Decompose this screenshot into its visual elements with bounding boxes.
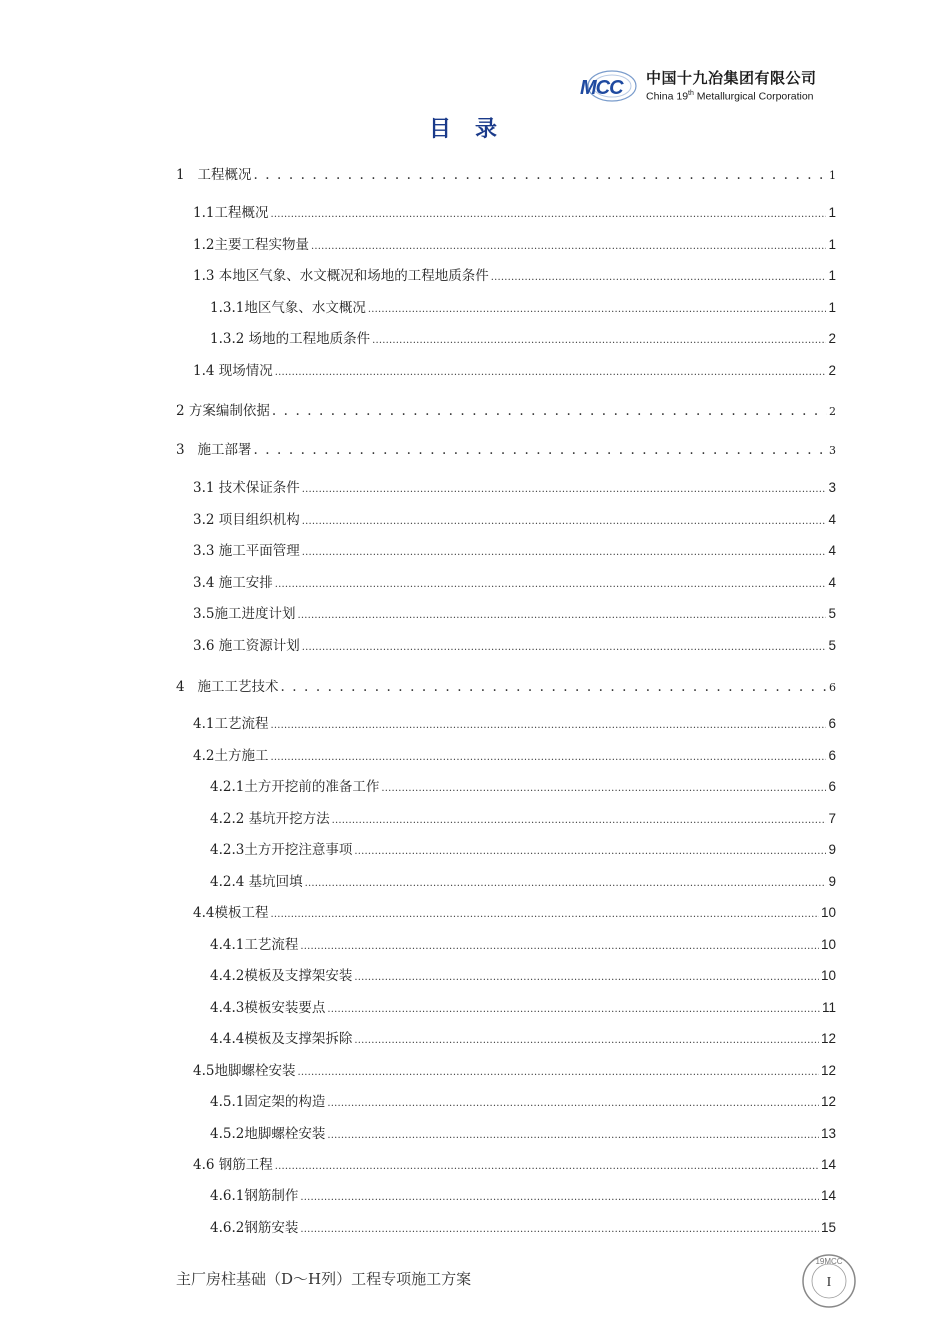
toc-entry-label: 4.4.2模板及支撑架安装 — [210, 968, 353, 984]
toc-entry[interactable] — [210, 1092, 836, 1112]
toc-entry[interactable] — [193, 361, 836, 381]
toc-entry-page: 14 — [820, 1188, 836, 1203]
toc-leader-dots — [297, 1061, 818, 1083]
toc-leader-dots — [275, 573, 827, 595]
toc-entry-page: 4 — [828, 512, 836, 527]
toc-entry[interactable] — [193, 541, 836, 561]
toc-entry-page: 10 — [820, 968, 836, 983]
company-name-en: China 19th Metallurgical Corporation — [646, 89, 814, 103]
toc-leader-dots — [275, 361, 827, 383]
toc-entry[interactable] — [210, 872, 836, 892]
toc-leader-dots — [327, 998, 820, 1020]
toc-entry[interactable] — [176, 677, 836, 697]
toc-entry[interactable] — [210, 1218, 836, 1238]
toc-leader-dots — [311, 235, 827, 257]
toc-entry-label: 3.6 施工资源计划 — [193, 638, 300, 654]
toc-entry-page: 1 — [828, 300, 836, 315]
toc-entry-label: 1.2主要工程实物量 — [193, 237, 309, 253]
toc-entry-page: 5 — [828, 606, 836, 621]
toc-entry-page: 4 — [828, 543, 836, 558]
toc-entry-page: 6 — [828, 779, 836, 794]
toc-entry[interactable] — [193, 203, 836, 223]
toc-leader-dots — [300, 1186, 819, 1208]
company-name-cn: 中国十九冶集团有限公司 — [646, 68, 817, 87]
toc-leader-dots — [270, 714, 826, 736]
toc-entry[interactable] — [210, 998, 836, 1018]
toc-leader-dots — [302, 478, 827, 500]
toc-entry-label: 1 工程概况 — [176, 167, 252, 183]
toc-leader-dots — [354, 840, 826, 862]
toc-entry[interactable] — [193, 266, 836, 286]
toc-leader-dots — [372, 329, 826, 351]
toc-leader-dots — [302, 541, 827, 563]
toc-entry-page: 2 — [829, 405, 836, 418]
toc-leader-dots — [297, 604, 826, 626]
toc-entry[interactable] — [210, 329, 836, 349]
toc-entry-label: 1.3 本地区气象、水文概况和场地的工程地质条件 — [193, 268, 489, 284]
toc-entry[interactable] — [193, 1155, 836, 1175]
seal-text: 19MCC — [815, 1257, 843, 1266]
toc-entry-label: 4.5.2地脚螺栓安装 — [210, 1126, 326, 1142]
toc-entry[interactable] — [210, 1186, 836, 1206]
toc-entry-label: 4.5地脚螺栓安装 — [193, 1063, 296, 1079]
toc-entry-label: 4.2.1土方开挖前的准备工作 — [210, 779, 380, 795]
mcc-logo-icon — [578, 68, 640, 104]
toc-leader-dots — [300, 1218, 819, 1240]
toc-entry-page: 11 — [821, 1000, 836, 1015]
toc-entry-page: 6 — [829, 681, 836, 694]
toc-entry-label: 4.6.2钢筋安装 — [210, 1220, 299, 1236]
toc-entry-label: 3.5施工进度计划 — [193, 606, 296, 622]
toc-entry-page: 10 — [820, 937, 836, 952]
toc-entry[interactable] — [210, 1124, 836, 1144]
toc-entry-page: 6 — [828, 748, 836, 763]
toc-entry-label: 4.4.3模板安装要点 — [210, 1000, 326, 1016]
toc-leader-dots — [300, 935, 819, 957]
toc-entry-page: 13 — [820, 1126, 836, 1141]
toc-entry-label: 4.6 钢筋工程 — [193, 1157, 273, 1173]
toc-entry-label: 1.3.1地区气象、水文概况 — [210, 300, 366, 316]
toc-entry-label: 4.4模板工程 — [193, 905, 269, 921]
toc-entry[interactable] — [193, 478, 836, 498]
toc-entry-page: 12 — [820, 1031, 836, 1046]
toc-entry[interactable] — [176, 440, 836, 460]
toc-entry-label: 3.1 技术保证条件 — [193, 480, 300, 496]
toc-leader-dots — [270, 903, 818, 925]
company-logo — [578, 66, 836, 106]
toc-entry-page: 12 — [820, 1063, 836, 1078]
toc-entry[interactable] — [210, 935, 836, 955]
toc-entry-page: 9 — [828, 874, 836, 889]
toc-entry-page: 1 — [828, 268, 836, 283]
toc-entry-label: 4.4.4模板及支撑架拆除 — [210, 1031, 353, 1047]
toc-entry-page: 15 — [820, 1220, 836, 1235]
toc-entry[interactable] — [210, 840, 836, 860]
toc-entry-label: 1.1工程概况 — [193, 205, 269, 221]
toc-leader-dots — [302, 636, 827, 658]
toc-entry-label: 2 方案编制依据 — [176, 403, 270, 419]
toc-entry-page: 5 — [828, 638, 836, 653]
toc-entry-page: 7 — [828, 811, 836, 826]
toc-entry[interactable] — [193, 714, 836, 734]
seal-icon — [800, 1252, 858, 1310]
toc-entry[interactable] — [210, 809, 836, 829]
toc-leader-dots — [275, 1155, 819, 1177]
toc-entry[interactable] — [193, 903, 836, 923]
toc-leader-dots — [332, 809, 827, 831]
toc-entry[interactable] — [176, 401, 836, 421]
toc-entry-label: 4.2土方施工 — [193, 748, 269, 764]
toc-entry-page: 2 — [828, 331, 836, 346]
toc-leader-dots — [327, 1092, 819, 1114]
toc-entry-label: 4.4.1工艺流程 — [210, 937, 299, 953]
toc-entry-page: 2 — [828, 363, 836, 378]
toc-leader-dots — [354, 966, 819, 988]
toc-leader-dots — [253, 440, 827, 460]
toc-entry-label: 3.2 项目组织机构 — [193, 512, 300, 528]
toc-leader-dots — [270, 203, 826, 225]
toc-entry[interactable] — [176, 165, 836, 185]
toc-entry-label: 4.2.4 基坑回填 — [210, 874, 303, 890]
toc-entry-label: 4.6.1钢筋制作 — [210, 1188, 299, 1204]
footer-document-title: 主厂房柱基础（D～H列）工程专项施工方案 — [176, 1270, 472, 1288]
toc-entry[interactable] — [193, 1061, 836, 1081]
page-number: I — [826, 1275, 832, 1290]
toc-entry[interactable] — [210, 966, 836, 986]
toc-leader-dots — [302, 510, 827, 532]
toc-leader-dots — [253, 165, 827, 185]
toc-entry-page: 1 — [829, 169, 836, 182]
toc-entry-page: 1 — [828, 205, 836, 220]
toc-title: 目录 — [428, 117, 521, 142]
toc-entry[interactable] — [210, 777, 836, 797]
toc-entry-page: 14 — [820, 1157, 836, 1172]
toc-entry-label: 1.4 现场情况 — [193, 363, 273, 379]
toc-entry[interactable] — [193, 604, 836, 624]
toc-entry-label: 3.3 施工平面管理 — [193, 543, 300, 559]
toc-entry-label: 4.1工艺流程 — [193, 716, 269, 732]
toc-entry-label: 1.3.2 场地的工程地质条件 — [210, 331, 371, 347]
toc-leader-dots — [368, 298, 827, 320]
toc-entry[interactable] — [210, 298, 836, 318]
toc-entry-label: 3.4 施工安排 — [193, 575, 273, 591]
toc-leader-dots — [327, 1124, 819, 1146]
toc-leader-dots — [305, 872, 827, 894]
toc-entry[interactable] — [193, 235, 836, 255]
toc-leader-dots — [280, 677, 827, 697]
toc-entry-page: 6 — [828, 716, 836, 731]
logo-mark-text: MCC — [580, 77, 623, 99]
toc-entry-page: 9 — [828, 842, 836, 857]
toc-entry[interactable] — [193, 573, 836, 593]
toc-entry-label: 4.5.1固定架的构造 — [210, 1094, 326, 1110]
toc-entry-page: 10 — [820, 905, 836, 920]
toc-entry-label: 4.2.3土方开挖注意事项 — [210, 842, 353, 858]
toc-entry-page: 1 — [828, 237, 836, 252]
toc-leader-dots — [381, 777, 826, 799]
toc-entry-page: 12 — [820, 1094, 836, 1109]
toc-entry-label: 3 施工部署 — [176, 442, 252, 458]
toc-entry-label: 4 施工工艺技术 — [176, 679, 279, 695]
toc-entry[interactable] — [193, 510, 836, 530]
toc-leader-dots — [491, 266, 827, 288]
toc-leader-dots — [354, 1029, 819, 1051]
toc-entry[interactable] — [193, 746, 836, 766]
toc-entry[interactable] — [210, 1029, 836, 1049]
toc-entry-page: 3 — [828, 480, 836, 495]
toc-entry[interactable] — [193, 636, 836, 656]
toc-leader-dots — [272, 401, 827, 421]
toc-leader-dots — [270, 746, 826, 768]
toc-entry-label: 4.2.2 基坑开挖方法 — [210, 811, 330, 827]
toc-entry-page: 4 — [828, 575, 836, 590]
toc-entry-page: 3 — [829, 444, 836, 457]
